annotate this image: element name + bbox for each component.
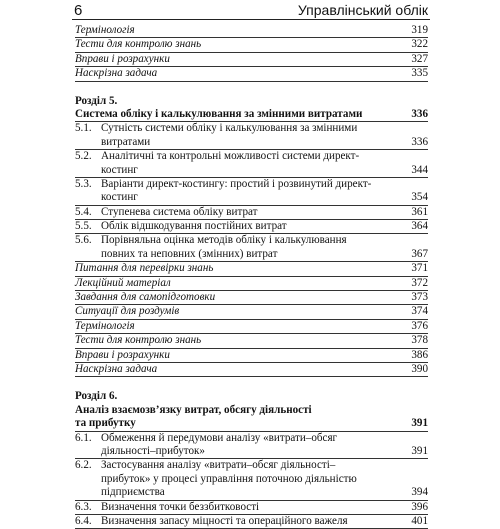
toc-entry[interactable]: Ситуації для роздумів 374	[75, 305, 428, 319]
toc-entry[interactable]: Лекційний матеріал 372	[75, 277, 428, 291]
running-title: Управлінський облік	[297, 2, 428, 18]
table-of-contents	[75, 24, 428, 529]
running-header	[72, 0, 430, 20]
toc-entry[interactable]: Завдання для самопідготовки 373	[75, 291, 428, 305]
section-title[interactable]: Система обліку і калькулювання за змінними витратами 336	[75, 108, 428, 122]
toc-entry[interactable]: 5.5. Облік відшкодування постійних витрат 364	[75, 220, 428, 234]
section-label: Розділ 5.	[75, 94, 118, 107]
toc-entry[interactable]: Наскрізна задача 390	[75, 363, 428, 377]
toc-entry[interactable]: Термінологія 376	[75, 320, 428, 334]
toc-entry[interactable]: Вправи і розрахунки 386	[75, 349, 428, 363]
section-label: Розділ 6.	[75, 390, 118, 403]
toc-entry-cont[interactable]: підприємства 394	[75, 486, 428, 500]
toc-entry-cont[interactable]: костинг 344	[75, 164, 428, 178]
toc-entry[interactable]: 6.3. Визначення точки беззбитковості 396	[75, 501, 428, 515]
toc-entry-cont[interactable]: діяльності–прибуток» 391	[75, 445, 428, 459]
page-number: 6	[74, 2, 83, 19]
toc-entry[interactable]: Термінологія 319	[75, 24, 428, 38]
toc-entry-cont[interactable]: костинг 354	[75, 191, 428, 205]
toc-entry[interactable]: 5.2. Аналітичні та контрольні можливості системи директ-	[75, 150, 360, 163]
toc-entry[interactable]: Тести для контролю знань 378	[75, 334, 428, 348]
toc-entry[interactable]: Наскрізна задача 335	[75, 67, 428, 81]
toc-entry[interactable]: Вправи і розрахунки 327	[75, 53, 428, 67]
toc-entry[interactable]: 6.1. Обмеження й передумови аналізу «витрати–обсяг	[75, 431, 338, 444]
toc-entry[interactable]: 5.4. Ступенева система обліку витрат 361	[75, 206, 428, 220]
toc-entry[interactable]: Питання для перевірки знань 371	[75, 262, 428, 276]
toc-entry[interactable]: 5.1. Сутність системи обліку і калькулювання за змінними	[75, 122, 358, 135]
toc-entry-cont[interactable]: повних та неповних (змінних) витрат 367	[75, 248, 428, 262]
toc-entry-cont[interactable]: прибуток» у процесі управління поточною діяльністю	[101, 472, 357, 485]
toc-entry[interactable]: 5.6. Порівняльна оцінка методів обліку і калькулювання	[75, 234, 347, 247]
section-title-cont[interactable]: та прибутку 391	[75, 417, 428, 431]
section-title[interactable]: Аналіз взаємозв’язку витрат, обсягу діяльності	[75, 403, 312, 416]
toc-entry[interactable]: Тести для контролю знань 322	[75, 38, 428, 52]
toc-entry[interactable]: 5.3. Варіанти директ-костингу: простий і розвинутий директ-	[75, 177, 372, 190]
toc-entry[interactable]: 6.4. Визначення запасу міцності та операційного важеля 401	[75, 515, 428, 529]
toc-entry-cont[interactable]: витратами 336	[75, 136, 428, 150]
toc-entry[interactable]: 6.2. Застосування аналізу «витрати–обсяг діяльності–	[75, 459, 336, 472]
